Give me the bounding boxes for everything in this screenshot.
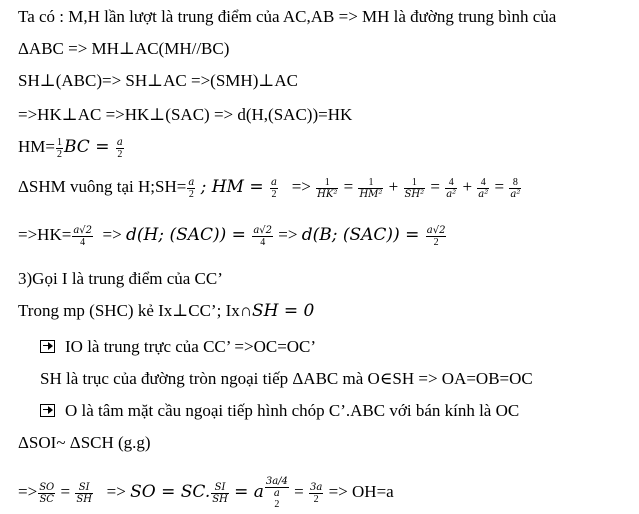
line-12 <box>40 400 519 422</box>
line-7: =>HK= $\frac{a√2}{4}$ => d(H; (SAC)) = $\frac{a√2}{4}$ => d(B; (SAC)) = $\frac{a√2}{2}$ <box>18 224 446 248</box>
frac-a-half: $\frac{a}{2}$ <box>116 136 123 160</box>
so-symbol: SO <box>130 481 156 502</box>
line-5: HM= $\frac{1}{2}$ BC = $\frac{a}{2}$ <box>18 136 123 160</box>
bc-symbol: BC <box>63 137 90 157</box>
line-14: => $\frac{SO}{SC}$ = $\frac{SI}{SH}$ => SO = SC. $\frac{SI}{SH}$ = a 3a/4 a 2 = $\frac{3a}{2}$ => OH=a <box>18 476 394 510</box>
text-line-9: Trong mp (SHC) kẻ Ix⊥CC’; Ix∩ <box>18 301 253 320</box>
text-line-12: O là tâm mặt cầu ngoại tiếp hình chóp C’.ABC với bán kính là OC <box>65 401 520 420</box>
frac-si-sh-2: $\frac{SI}{SH}$ <box>212 481 228 505</box>
hm-label: HM= <box>18 137 55 156</box>
line-9 <box>18 300 314 322</box>
frac-si-sh: $\frac{SI}{SH}$ <box>76 481 92 505</box>
frac-3a-2: $\frac{3a}{2}$ <box>310 481 323 505</box>
frac-hm: $\frac{a}{2}$ <box>271 176 277 200</box>
line-11 <box>40 368 533 390</box>
hk-label: =>HK= <box>18 225 72 244</box>
frac-1-sh2: $\frac{1}{\text{SH²}}$ <box>404 176 425 200</box>
frac-8-a2: $\frac{8}{\text{a²}}$ <box>510 176 521 200</box>
frac-so-sc: $\frac{SO}{SC}$ <box>39 481 55 505</box>
text-line-10: IO là trung trực của CC’ =>OC=OC’ <box>65 337 317 356</box>
hm-symbol: HM <box>211 177 244 197</box>
line-1 <box>18 6 556 28</box>
frac-dh: $\frac{a√2}{4}$ <box>253 224 273 248</box>
text-line-11: SH là trục của đường tròn ngoại tiếp ΔABC mà O∈SH => OA=OB=OC <box>40 369 533 388</box>
arrow-icon <box>40 404 55 417</box>
frac-1-hk2: $\frac{1}{\text{HK²}}$ <box>317 176 338 200</box>
text-line-4: =>HK⊥AC =>HK⊥(SAC) => d(H,(SAC))=HK <box>18 105 353 124</box>
line-3 <box>18 70 298 92</box>
line-13 <box>18 432 151 454</box>
frac-one-half: $\frac{1}{2}$ <box>56 136 62 160</box>
shm-text: ΔSHM vuông tại H;SH= <box>18 177 187 196</box>
text-line-3: SH⊥(ABC)=> SH⊥AC =>(SMH)⊥AC <box>18 71 298 90</box>
line-10 <box>40 336 316 358</box>
frac-db: $\frac{a√2}{2}$ <box>426 224 446 248</box>
text-line-1: Ta có : M,H lần lượt là trung điểm của AC,AB => MH là đường trung bình của <box>18 7 557 26</box>
arrow-icon <box>40 340 55 353</box>
text-line-8: 3)Gọi I là trung điểm của CC’ <box>18 269 223 288</box>
oh-result: => OH=a <box>328 481 394 501</box>
frac-hk: $\frac{a√2}{4}$ <box>73 224 93 248</box>
sh-eq-zero: SH = 0 <box>252 301 315 321</box>
line-2 <box>18 38 229 60</box>
frac-nested: 3a/4 a 2 <box>265 476 288 510</box>
line-6: ΔSHM vuông tại H;SH= $\frac{a}{2}$ ; HM = $\frac{a}{2}$ => $\frac{1}{\text{HK²}}$ = $\frac{1}{\text{HM²}}$ + $\frac{1}{\text{SH²}}$ = $\frac{4}{\text{a²}}$ + $\frac{4}{\text{a²}}$ = $\frac{8}{\text{a²}}$ <box>18 176 521 200</box>
d-b-sac: d(B; (SAC)) <box>301 225 400 245</box>
text-line-13: ΔSOI~ ΔSCH (g.g) <box>18 433 151 452</box>
frac-4-a2-first: $\frac{4}{\text{a²}}$ <box>446 176 457 200</box>
frac-1-hm2: $\frac{1}{\text{HM²}}$ <box>359 176 383 200</box>
text-line-2: ΔABC => MH⊥AC(MH//BC) <box>18 39 230 58</box>
sc-symbol: SC <box>180 481 205 502</box>
d-h-sac: d(H; (SAC)) <box>125 225 227 245</box>
line-4 <box>18 104 352 126</box>
line-8 <box>18 268 223 290</box>
frac-sh: $\frac{a}{2}$ <box>188 176 195 200</box>
frac-4-a2-second: $\frac{4}{\text{a²}}$ <box>478 176 489 200</box>
